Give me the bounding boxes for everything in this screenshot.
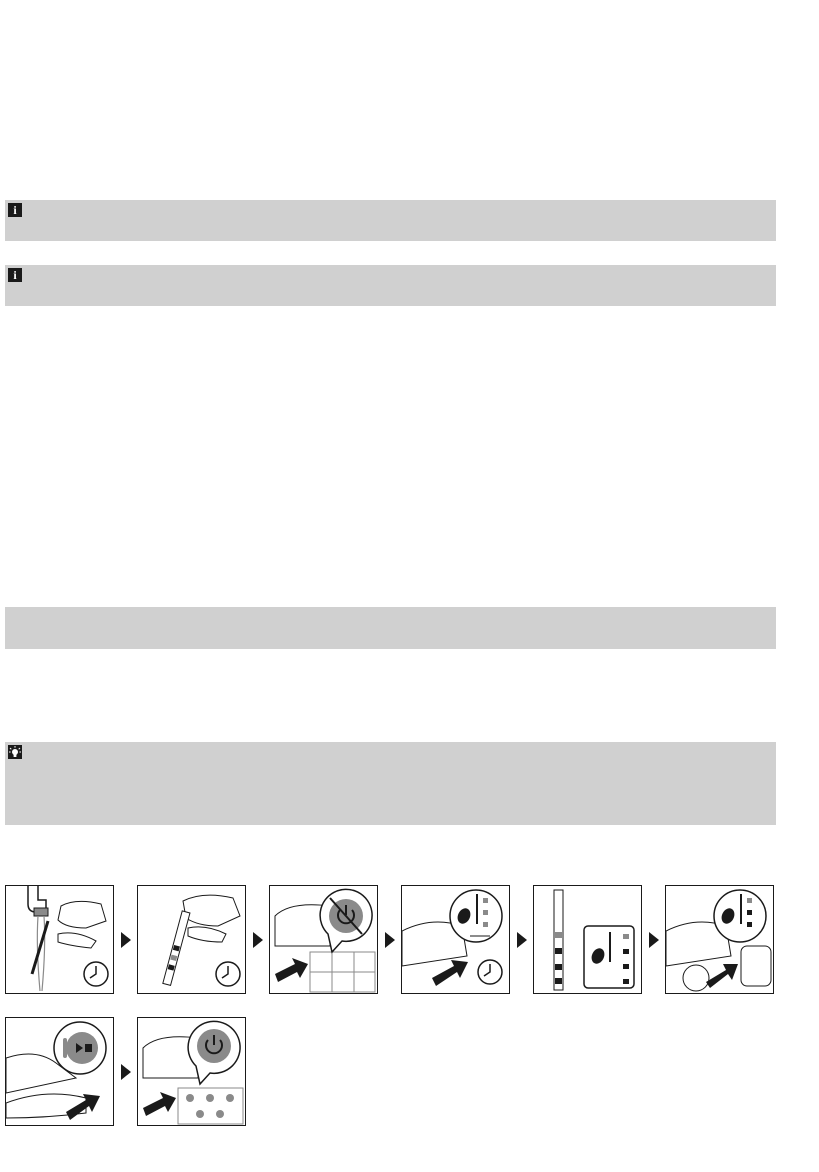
step-6-panel	[665, 885, 774, 994]
step-8-panel	[137, 1017, 246, 1126]
arrow-icon	[649, 932, 659, 948]
power-off-icon	[270, 886, 377, 993]
info-notice-2	[5, 265, 776, 306]
play-stop-icon	[6, 1018, 113, 1125]
lightbulb-icon	[8, 745, 22, 759]
info-icon: i	[8, 203, 22, 217]
set-strength-icon	[666, 886, 773, 993]
step-1-panel	[5, 885, 114, 994]
strength-indicator-icon	[402, 886, 509, 993]
step-2-panel	[137, 885, 246, 994]
step-4-panel	[401, 885, 510, 994]
arrow-icon	[121, 1064, 131, 1080]
section-header-bar	[5, 607, 776, 649]
info-icon: i	[8, 268, 22, 282]
arrow-icon	[121, 932, 131, 948]
faucet-strip-icon	[6, 886, 113, 993]
step-7-panel	[5, 1017, 114, 1126]
arrow-icon	[253, 932, 263, 948]
test-strip-icon	[138, 886, 245, 993]
step-5-panel	[533, 885, 642, 994]
step-3-panel	[269, 885, 378, 994]
info-notice-1	[5, 200, 776, 241]
strip-color-chart-icon	[534, 886, 641, 993]
arrow-icon	[385, 932, 395, 948]
tip-notice	[5, 742, 776, 825]
arrow-icon	[517, 932, 527, 948]
power-on-icon	[138, 1018, 245, 1125]
